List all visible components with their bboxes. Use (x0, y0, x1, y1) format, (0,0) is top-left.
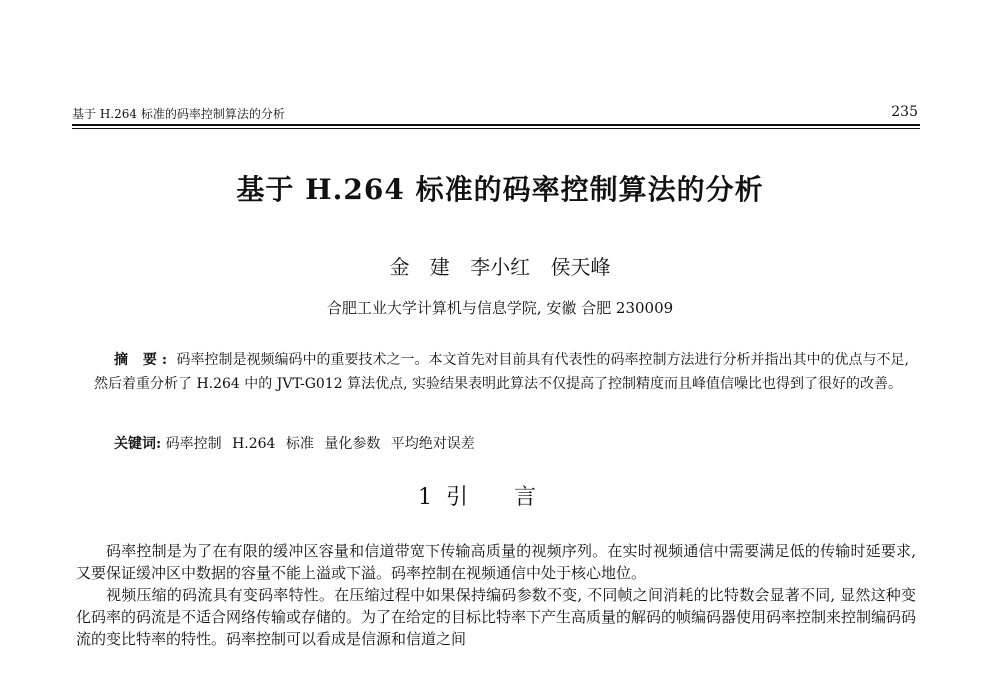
running-title: 基于 H.264 标准的码率控制算法的分析 (72, 107, 285, 121)
section-title: 引言 (445, 485, 582, 510)
page-number: 235 (891, 104, 918, 120)
keywords (94, 432, 910, 456)
abstract-text: 码率控制是视频编码中的重要技术之一。本文首先对目前具有代表性的码率控制方法进行分析并指出其中的优点与不足, 然后着重分析了 H.264 中的 JVT-G012 算法优点, 实验结果表明此算法不仅提高了控制精度而且峰值信噪比也得到了很好的改善。 (94, 352, 909, 392)
body-paragraph: 码率控制是为了在有限的缓冲区容量和信道带宽下传输高质量的视频序列。在实时视频通信中需要满足低的传输时延要求, 又要保证缓冲区中数据的容量不能上溢或下溢。码率控制在视频通信中处于核心地位。 (76, 542, 916, 582)
body-text (76, 540, 916, 650)
abstract (94, 348, 910, 396)
abstract-paragraph (94, 348, 910, 396)
author-list: 金 建 李小红 侯天峰 (389, 255, 611, 279)
running-header (72, 104, 920, 126)
body-paragraph: 视频压缩的码流具有变码率特性。在压缩过程中如果保持编码参数不变, 不同帧之间消耗的比特数会显著不同, 显然这种变化码率的码流是不适合网络传输或存储的。为了在给定的目标比特率下产生高质量的解码的帧编码器使用码率控制来控制编码码流的变比特率的特性。码率控制可以看成是信源和信道之间 (76, 586, 917, 648)
header-rule-thin (72, 128, 920, 129)
section-heading (0, 484, 1000, 512)
header-rule-thick (72, 124, 920, 126)
article-title: 基于 H.264 标准的码率控制算法的分析 (236, 173, 764, 206)
keywords-text: 码率控制 H.264 标准 量化参数 平均绝对误差 (165, 436, 475, 452)
section-number: 1 (417, 485, 432, 510)
abstract-label: 摘 要: (114, 352, 173, 368)
affiliation: 合肥工业大学计算机与信息学院, 安徽 合肥 230009 (326, 299, 674, 317)
keywords-label: 关键词: (114, 436, 162, 452)
